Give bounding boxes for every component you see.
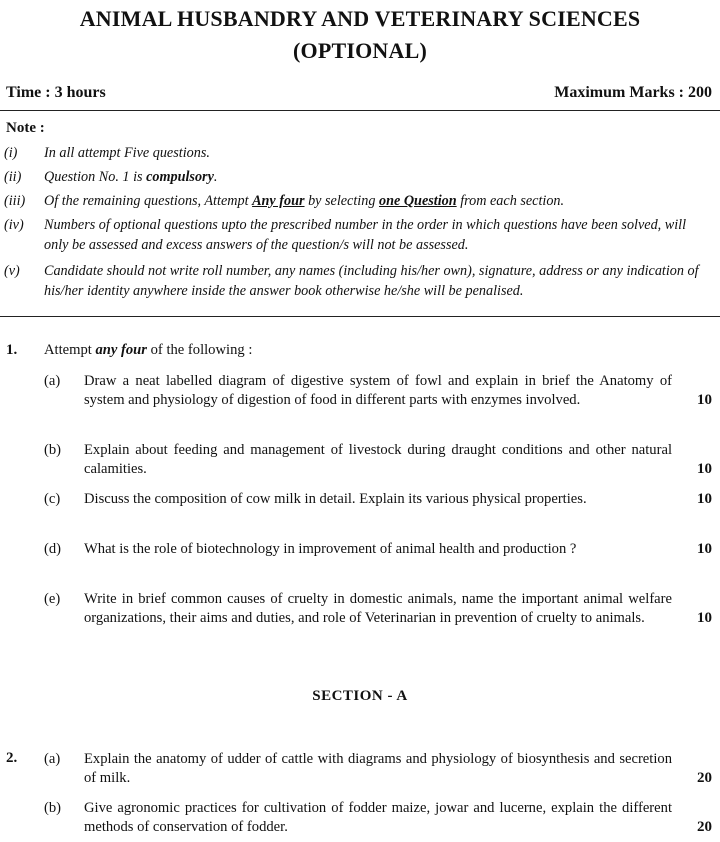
note-number: (iv) <box>4 217 24 233</box>
divider <box>0 316 720 317</box>
note-heading: Note : <box>6 120 45 136</box>
note-item <box>4 215 714 255</box>
note-number: (i) <box>4 145 18 161</box>
part-marks: 10 <box>697 491 712 507</box>
part-text: Explain about feeding and management of livestock during draught conditions and other natural calamities. <box>84 442 672 477</box>
question-part <box>44 750 716 788</box>
note-text-part: from each section. <box>456 193 565 209</box>
question-part <box>44 799 716 837</box>
note-text: Numbers of optional questions upto the prescribed number in the order in which questions have been solved, will only be assessed and excess answers of the question/s will not be assessed. <box>44 217 687 253</box>
part-label: (e) <box>44 591 61 607</box>
question-part <box>44 490 716 509</box>
part-label: (c) <box>44 491 61 507</box>
question-intro <box>44 342 252 359</box>
part-text: Draw a neat labelled diagram of digestive system of fowl and explain in brief the Anatomy of system and physiology of digestion of food in different parts with enzymes involved. <box>84 373 672 408</box>
question-intro-emphasis: any four <box>95 342 147 358</box>
part-marks: 20 <box>697 819 712 835</box>
paper-title: ANIMAL HUSBANDRY AND VETERINARY SCIENCES <box>79 6 641 31</box>
question-intro-part: Attempt <box>44 342 96 358</box>
part-text: Explain the anatomy of udder of cattle with diagrams and physiology of biosynthesis and secretion of milk. <box>84 751 672 786</box>
part-label: (d) <box>44 541 62 557</box>
note-text: In all attempt Five questions. <box>44 145 210 161</box>
note-number: (iii) <box>4 193 26 209</box>
question-part <box>44 540 716 559</box>
divider <box>0 110 720 111</box>
question-part <box>44 441 716 479</box>
note-text-part: . <box>213 169 218 185</box>
part-label: (a) <box>44 751 61 767</box>
question-part <box>44 590 716 628</box>
question-number: 1. <box>6 342 18 358</box>
note-underlined: one Question <box>378 193 457 209</box>
maximum-marks: Maximum Marks : 200 <box>554 84 712 101</box>
part-marks: 10 <box>697 392 712 408</box>
note-text-part: Question No. 1 is <box>44 169 147 185</box>
section-heading: SECTION - A <box>312 688 408 704</box>
note-item <box>4 167 714 187</box>
part-text: Write in brief common causes of cruelty in domestic animals, name the important animal welfare organizations, their aims and duties, and role of Veterinarian in prevention of cruelty to animals. <box>84 591 672 626</box>
time-allowed: Time : 3 hours <box>6 84 106 101</box>
part-marks: 10 <box>697 610 712 626</box>
note-number: (v) <box>4 263 20 279</box>
note-underlined: Any four <box>252 193 305 209</box>
note-text-part: by selecting <box>304 193 379 209</box>
paper-subtitle: (OPTIONAL) <box>293 38 427 63</box>
note-text-part: Of the remaining questions, Attempt <box>44 193 253 209</box>
note-text <box>44 191 714 211</box>
part-label: (b) <box>44 442 62 458</box>
note-item <box>4 191 714 211</box>
part-marks: 10 <box>697 461 712 477</box>
part-marks: 10 <box>697 541 712 557</box>
part-marks: 20 <box>697 770 712 786</box>
part-label: (a) <box>44 373 61 389</box>
question-intro-part: of the following : <box>146 342 253 358</box>
note-item <box>4 261 714 301</box>
part-text: What is the role of biotechnology in improvement of animal health and production ? <box>84 541 577 557</box>
part-label: (b) <box>44 800 62 816</box>
note-emphasis: compulsory <box>146 169 214 185</box>
note-number: (ii) <box>4 169 22 185</box>
note-text: Candidate should not write roll number, any names (including his/her own), signature, address or any indication of his/her identity anywhere inside the answer book otherwise he/she will be penalised. <box>44 263 699 299</box>
part-text: Give agronomic practices for cultivation of fodder maize, jowar and lucerne, explain the different methods of conservation of fodder. <box>84 800 672 835</box>
question-part <box>44 372 716 410</box>
part-text: Discuss the composition of cow milk in detail. Explain its various physical properties. <box>84 491 587 507</box>
question-number: 2. <box>6 750 18 766</box>
note-item <box>4 143 714 163</box>
note-text <box>44 167 714 187</box>
